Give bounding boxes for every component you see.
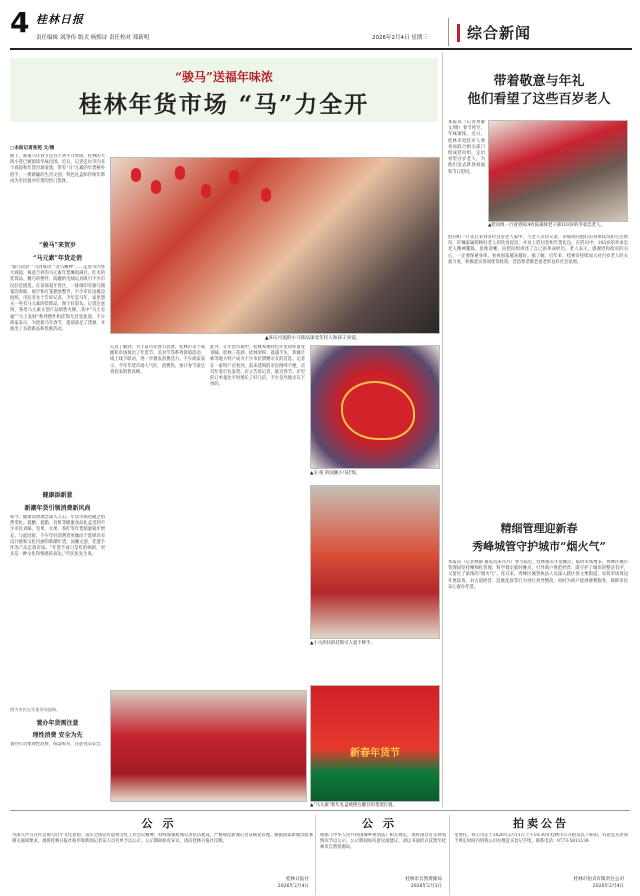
- notice-body: 受委托，我公司定于2026年2月11日上午10:30在桂林市公开拍卖以下标的，有意竞买者请于规定时间内到我公司办理竞买登记手续。联系电话：0773-5811136: [454, 833, 628, 845]
- photo-credit: 图为市民在年货市场选购。: [10, 707, 61, 712]
- notice-title: 公示: [362, 817, 404, 830]
- visit-photo-caption: ▲慰问组一行看望924医院离休老干部103岁的李承忠老人。: [488, 223, 605, 228]
- right-body-b: 慰问组一行先后来到多位百岁老人家中，与老人亲切交谈，详细询问他们的身体状况和生活情况，叮嘱家属照顾好老人的饮食起居，并送上慰问金和年货礼包。在慰问中，103岁的李承忠老人精神矍铄，思维清晰，向慰问组讲述了自己的革命经历。老人表示，感谢党和政府的关心，一定要保重身体，看看国家越来越好。据了解，近年来，桂林市持续加大对百岁老人的关爱力度，积极落实各项优待政策，营造尊老敬老爱老的良好社会氛围。: [448, 235, 628, 265]
- notice-public-2: [318, 815, 448, 895]
- subhead-3b: 理性消费 安全为先: [32, 732, 83, 739]
- header-rule: [10, 48, 632, 50]
- horse-ornament-photo: [310, 345, 440, 469]
- horse-pendant-photo: [310, 485, 440, 639]
- notice-date: 2026年2月3日: [410, 883, 442, 889]
- right-headline-1: 带着敬意与年礼: [493, 74, 585, 89]
- headline-banner: [10, 58, 438, 122]
- lantern-icon: [131, 168, 141, 182]
- kicker: “骏马”送福年味浓: [175, 70, 273, 84]
- market-photo: [110, 157, 440, 334]
- lantern-icon: [175, 166, 185, 180]
- notice-signature: [278, 877, 309, 890]
- notice-title: 拍卖公告: [513, 817, 569, 830]
- subhead-1b: “马元素”年货走俏: [33, 255, 82, 262]
- section-title: 综合新闻: [467, 24, 532, 42]
- right-headline-2: 他们看望了这些百岁老人: [467, 92, 611, 107]
- subhead-3a: 置办年货需注意: [36, 720, 79, 727]
- notice-date: 2026年2月4日: [592, 883, 624, 889]
- body-paragraph-4: 置办年货要理性消费、按需购买，注意食品安全。: [10, 742, 105, 747]
- right-headline-4: 秀峰城管守护城市“烟火气”: [472, 540, 606, 553]
- notice-signature: [573, 877, 624, 890]
- column-divider: [442, 52, 443, 807]
- lantern-icon: [229, 170, 239, 184]
- notice-body: 根据《中华人民共和国城乡规划法》相关规定，现将项目有关规划情况予以公示，公示期间如有意见或建议，请以书面形式反馈至桂林市自然资源局。: [320, 833, 446, 851]
- notice-date: 2026年2月4日: [277, 883, 309, 889]
- visit-photo: [488, 120, 628, 222]
- lantern-icon: [261, 188, 271, 202]
- notice-org: 桂林市自然资源局: [405, 877, 442, 882]
- headline: 桂林年货市场 “马”力全开: [78, 91, 370, 118]
- lantern-icon: [151, 180, 161, 194]
- body-paragraph-5: 此外，在年货市场中，桂林本地特色年货同样备受青睐。桂林三花酒、桂林米粉、荔浦芋头、恭城月柿等地方特产成为不少市民馈赠亲友的首选。记者在一家特产店看到，前来选购的市民络绎不绝，店员忙着打包发货。店主告诉记者，临近春节，店里的订单量比平时增长了好几倍，不少是外地亲友下单的。: [210, 345, 305, 388]
- notice-org: 桂林日报社: [286, 877, 309, 882]
- gift-shelf-photo: [310, 685, 440, 802]
- byline: □本报记者张苑 文/摄: [10, 146, 55, 151]
- notice-body: 为深入学习宣传贯彻习近平文化思想，落实全国宣传思想文化工作会议精神，持续加强新闻记者队伍建设，严格规范新闻记者证核发管理，根据国家新闻出版署相关通知要求，现将桂林日报社拟申领新闻记者证人员名单予以公示。公示期间如有异议，请向桂林日报社反映。: [12, 833, 313, 845]
- right-body-a: 本报讯（记者黄静 文/摄）春节将至，年味渐浓。近日，桂林市退役军人事务局联合相关部门组成慰问组，走访看望百岁老人，为他们送去新春祝福和节日慰问。: [448, 120, 485, 175]
- section-label: [448, 18, 633, 46]
- notice-auction: [452, 815, 630, 895]
- page-number: 4: [10, 6, 30, 39]
- caption-horse: ▲吴 萌 的国潮小马挂饰。: [310, 471, 361, 476]
- caption-horse-2: ▲小马形状的挂饰引人爱不释手。: [310, 641, 375, 646]
- notice-public-1: [10, 815, 315, 895]
- section-bar-icon: [457, 24, 460, 42]
- date-line: 2026年2月4日 星期三: [372, 35, 428, 41]
- notice-title: 公示: [141, 817, 184, 830]
- subhead-1a: “骏马”来贺岁: [39, 242, 76, 249]
- body-paragraph-1: “骏马贺岁”“马到成功”“龙马精神”……走进市内各大商超，寓意吉祥的马元素年货琳琅满目，红火的装饰品、精巧的摆件、萌趣的毛绒玩具吸引不少市民驻足挑选。在某商超年货区，一排排印有骏马图案的春联、福字和灯笼摆放整齐，不少市民边挑边拍照。市民李女士告诉记者，今年是马年，家里想买一些有马元素的装饰品，图个好彩头。记者注意到，各类马元素文创产品销售火爆，其中“马上有福”“马上发财”系列摆件和挂饰尤其受欢迎。不少商家表示，为迎接马年春节，提前备足了货源，并推出了多款新品和优惠活动。: [10, 265, 105, 333]
- editors-line: 责任编辑 刘净传 版式 杨熙诗 责任校对 郑新明: [36, 35, 150, 41]
- caption-bottom: ▲“马元素”新年礼盒被摆在醒目的货架位置。: [310, 803, 397, 808]
- lantern-icon: [201, 184, 211, 198]
- right-headline-3: 精细管理迎新春: [500, 522, 578, 535]
- body-paragraph-3: 记者了解到，为丰富市民春节消费，桂林市多个商圈和市场推出了年货节、美食节等系列促销活动，线上线下联动，进一步激发消费活力。不少商家表示，今年年货市场人气旺、消费热，预计春节前还将迎来销售高峰。: [110, 345, 205, 375]
- paper-name: 桂林日报: [36, 13, 84, 26]
- subhead-2a: 健康添新意: [42, 492, 73, 499]
- gift-box-photo: [110, 690, 307, 802]
- horse-icon: [341, 381, 415, 440]
- subhead-2b: 新潮年货引领消费新风尚: [24, 505, 91, 512]
- footer-rule: [10, 810, 630, 811]
- masthead: [10, 8, 632, 48]
- notice-separator: [315, 815, 316, 895]
- body-paragraph-2: 如今，健康消费理念深入人心，年货市场也随之悄然变化。低糖、低脂、有机等健康食品礼盒受到不少市民青睐，坚果、水果、茶叶等年货销量稳步增长。与此同时，不少年轻消费者更倾向于选择具有设计感和文化内涵的新潮年货，国潮文创、非遗手作等产品走俏市场。“年货不再只是吃的喝的，更多是一种文化和情感的表达。”市民张先生说。: [10, 515, 105, 558]
- notice-signature: [405, 877, 442, 890]
- lead-paragraph: 眼下，距离马年春节还有不到半月时间，桂林的大街小巷已被浓浓年味包围。近日，记者走访市内多个商超和年货市场发现，带有“马”元素的年货格外抢手，一批新颖的生肖文创、特色礼盒和传统年饰成为市民置办年货的热门选择。: [10, 154, 105, 184]
- notice-separator: [449, 815, 450, 895]
- notice-org: 桂林市拍卖有限责任公司: [573, 877, 624, 882]
- caption-main: ▲喜庆可爱的小马饰品深受年轻人和孩子喜爱。: [265, 336, 361, 341]
- shop-banner: 新春年货节: [350, 748, 400, 759]
- right-body-c: 本报讯（记者林静 通讯员朱丹丹）春节临近，桂林街头年货摊点、临时市场增多，秀峰区城市管理局坚持精细化管理，科学划定临时摊点，引导商户规范经营，既守护了城市的整洁有序，又留住了浓浓的“烟火气”。连日来，秀峰区城管执法人员深入辖区各主要街道、农贸市场周边开展巡查，对占道经营、乱堆乱放等行为进行劝导整改，同时为商户提供便利服务，保障市民安心置办年货。: [448, 560, 628, 590]
